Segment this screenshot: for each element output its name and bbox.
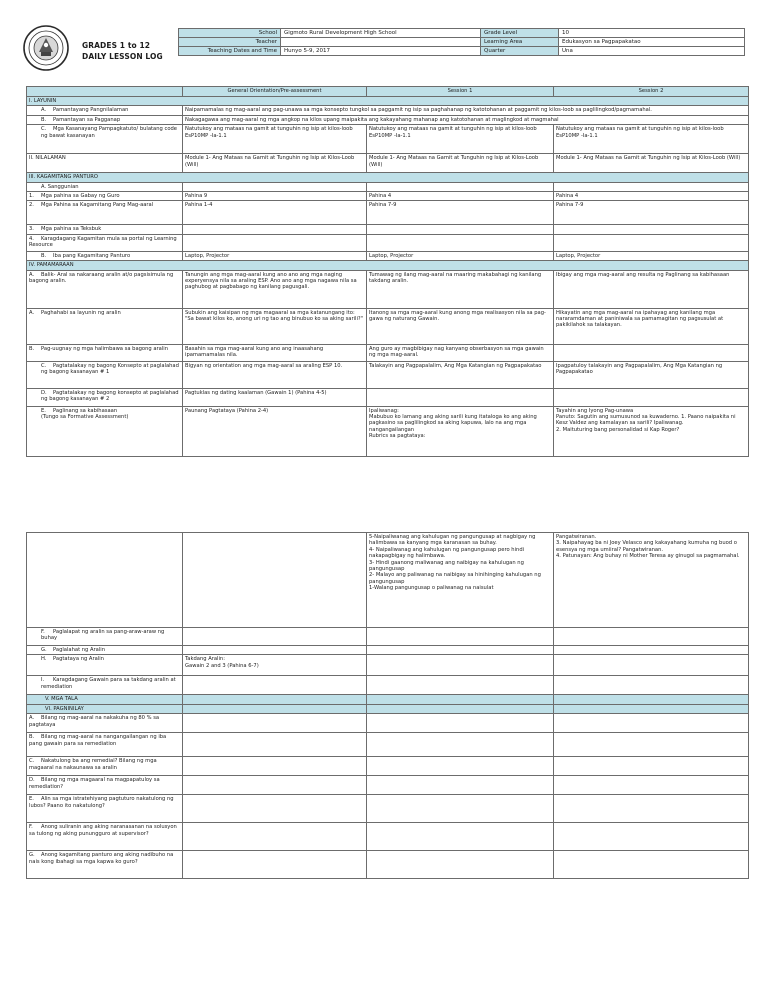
row-label-pag-uugnay xyxy=(27,344,183,361)
row-text: Bilang ng mag-aaral na nakakuha ng 80 % sa pagtataya xyxy=(29,715,160,728)
mag-aaral-pahina-2: Pahina 7-9 xyxy=(367,201,554,225)
empty-cell xyxy=(367,388,554,406)
konsepto-1-b: Talakayin ang Pagpapalalim, Ang Mga Katangian ng Pagpapakatao xyxy=(367,361,554,388)
teacher-value xyxy=(281,38,481,47)
empty-cell xyxy=(367,823,554,851)
empty-cell xyxy=(367,851,554,879)
rubrics-continued: 5-Naipaliwanag ang kahulugan ng pangungusap at nagbigay ng halimbawa sa kanyang mga karanasan sa buhay. 4- Naipaliwanag ang kahulugan ng pangungusap pero hindi nakapagbigay ng halimbawa. 3- Hindi gaanong maliwanag ang naibigay na kahulugan ng pangungusap 2- Malayo ang paliwanag na naibigay sa hinihinging kahulugan ng pangungusap 1-Walang pangungusap o paliwanag na naisulat xyxy=(367,533,554,628)
row-number: 4. xyxy=(29,235,34,242)
kagamitan-3: Laptop, Projector xyxy=(554,251,749,260)
grade-label: Grade Level xyxy=(481,29,559,38)
section-pamamaraan: IV. PAMAMARAAN xyxy=(27,261,749,270)
kasanayan-text-2: Natutukoy ang mataas na gamit at tunguhin ng isip at kilos-loob EsP10MP -Ia-1.1 xyxy=(367,125,554,154)
row-text: Pagtatalakay ng bagong konsepto at paglalahad ng bagong kasanayan # 2 xyxy=(41,389,179,403)
row-label-istratehiya xyxy=(27,795,183,823)
row-letter: A. xyxy=(29,309,35,316)
empty-cell xyxy=(554,823,749,851)
row-letter: A. xyxy=(29,715,35,722)
row-label-paglalapat xyxy=(27,628,183,646)
balik-aral-1: Tanungin ang mga mag-aaral kung ano ano ang mga naging experyensya nila sa araling ESP. Ano ano ang mga nagawa nila sa paghubog at pagbabago ng kanilang pagusgali. xyxy=(183,270,367,308)
quarter-value: Una xyxy=(559,47,745,56)
row-text: Anong kagamitang panturo ang aking nadibuho na nais kong ibahagi sa mga kapwa ko guro? xyxy=(29,852,174,865)
row-letter: A. xyxy=(29,271,35,278)
row-letter: E. xyxy=(29,796,34,803)
row-letter: A. xyxy=(41,107,47,114)
row-letter: E. xyxy=(41,407,46,414)
empty-cell xyxy=(554,676,749,695)
row-text: Balik- Aral sa nakaraang aralin at/o pagsisimula ng bagong aralin. xyxy=(29,271,174,285)
row-letter: B. xyxy=(29,734,35,741)
col-header-orientation: General Orientation/Pre-assessment xyxy=(183,87,367,97)
mag-aaral-pahina-1: Pahina 1-4 xyxy=(183,201,367,225)
empty-cell xyxy=(554,714,749,733)
section-kagamitang-panturo: III. KAGAMITANG PANTURO xyxy=(27,173,749,182)
row-text: Mga Kasanayang Pampagkatuto/ bulatang code ng bawat kasanayan xyxy=(41,126,177,139)
row-label-pamantayan-sa-pagganap xyxy=(27,115,183,124)
row-letter: D. xyxy=(41,389,47,396)
row-text: Mga Pahina sa Kagamitang Pang Mag-aaral xyxy=(41,202,154,209)
row-letter: I. xyxy=(41,677,45,684)
nilalaman-text-3: Module 1- Ang Mataas na Gamit at Tunguhin ng Isip at Kilos-Loob (Will) xyxy=(554,154,749,173)
row-label-bilang-80 xyxy=(27,714,183,733)
section-pagninilay: VI. PAGNINILAY xyxy=(27,704,183,713)
empty-cell xyxy=(367,776,554,795)
row-letter: C. xyxy=(29,758,35,765)
row-letter: B. xyxy=(41,252,47,259)
row-text: Bilang ng mag-aaral na nangangailangan ng iba pang gawain para sa remediation xyxy=(29,734,167,747)
form-title-line1: GRADES 1 to 12 xyxy=(82,41,151,50)
col-header-session1: Session 1 xyxy=(367,87,554,97)
pamantayan-sa-pagganap-text: Nakagagawa ang mag-aaral ng mga angkop na kilos upang maipakita ang kakayahang mahanap ang katotohanan at maglingkod at magmahal xyxy=(183,115,749,124)
row-letter: B. xyxy=(41,116,47,123)
row-number: 1. xyxy=(29,193,34,200)
row-label-paglinang xyxy=(27,406,183,456)
dates-value: Hunyo 5-9, 2017 xyxy=(281,47,481,56)
row-number: 2. xyxy=(29,202,34,209)
empty-cell xyxy=(554,234,749,251)
row-label-balik-aral xyxy=(27,270,183,308)
row-label-iba-pang-kagamitan xyxy=(27,251,183,260)
mag-aaral-pahina-3: Pahina 7-9 xyxy=(554,201,749,225)
empty-cell xyxy=(554,388,749,406)
section-nilalaman: II. NILALAMAN xyxy=(27,154,183,173)
empty-cell xyxy=(554,851,749,879)
school-label: School xyxy=(179,29,281,38)
paglinang-3: Tayahin ang Iyong Pag-unawa Panuto: Sagutin ang sumusunod sa kuwaderno. 1. Paano naipakita ni Kesz Valdez ang kamalayan sa sarili? Ipaliwanag. 2. Maituturing bang personalidad si Kap Roger? xyxy=(554,406,749,456)
row-label-teksbuk xyxy=(27,225,183,234)
empty-cell xyxy=(367,733,554,757)
row-label-remediation xyxy=(27,733,183,757)
empty-cell xyxy=(367,628,554,646)
deped-seal-logo xyxy=(22,24,70,72)
konsepto-2-a: Pagtuklas ng dating kaalaman (Gawain 1) (Pahina 4-5) xyxy=(183,388,367,406)
empty-cell xyxy=(183,234,367,251)
gabay-pahina-1: Pahina 9 xyxy=(183,192,367,201)
row-label-paghahabi xyxy=(27,308,183,344)
row-label-suliranin xyxy=(27,823,183,851)
row-text: Karagdagang Gawain para sa takdang aralin at remediation xyxy=(41,677,176,690)
row-label-kagamitang-mag-aaral xyxy=(27,201,183,225)
teacher-label: Teacher xyxy=(179,38,281,47)
empty-cell xyxy=(183,704,367,713)
lesson-table-bottom xyxy=(26,532,749,879)
empty-cell xyxy=(367,714,554,733)
tayahin-continued: Pangatwiranan. 3. Naipahayag ba ni Joey Velasco ang kakayahang kumuha ng buod o esensya ng mga umiiral? Pangatwiranan. 4. Patunayan: Ang buhay ni Mother Teresa ay ginugol sa pagmamahal. xyxy=(554,533,749,628)
quarter-label: Quarter xyxy=(481,47,559,56)
pag-uugnay-1: Basahin sa mga mag-aaral kung ano ang inaasahang ipamamamalas nila. xyxy=(183,344,367,361)
section-mga-tala: V. MGA TALA xyxy=(27,695,183,704)
empty-cell xyxy=(367,695,554,704)
empty-cell xyxy=(183,695,367,704)
nilalaman-text-1: Module 1- Ang Mataas na Gamit at Tunguhin ng Isip at Kilos-Loob (Will) xyxy=(183,154,367,173)
row-label-pagtataya xyxy=(27,655,183,676)
gabay-pahina-3: Pahina 4 xyxy=(554,192,749,201)
empty-cell xyxy=(183,776,367,795)
paghahabi-3: Hikayatin ang mga mag-aaral na ipahayag ang kanilang mga nararamdaman at paniniwala sa pamamagitan ng pagsusulat at pakikilahok sa talakayan. xyxy=(554,308,749,344)
row-label-kasanayang-pampagkatuto xyxy=(27,125,183,154)
konsepto-1-c: Ipagpatuloy talakayin ang Pagpapalalim, Ang Mga Katangian ng Pagpapakatao xyxy=(554,361,749,388)
row-letter: B. xyxy=(29,345,35,352)
pamantayang-pangnilalaman-text: Naipamamalas ng mag-aaral ang pag-unawa sa mga konsepto tungkol sa paggamit ng isip sa paghahanap ng katotohanan at paggamit ng kilos-loob sa paglilingkod/pagmamahal. xyxy=(183,106,749,115)
empty-cell xyxy=(554,182,749,191)
nilalaman-text-2: Module 1- Ang Mataas na Gamit at Tunguhin ng Isip at Kilos-Loob (Will) xyxy=(367,154,554,173)
empty-cell xyxy=(183,182,367,191)
kagamitan-1: Laptop, Projector xyxy=(183,251,367,260)
balik-aral-3: Ibigay ang mga mag-aaral ang resulta ng Paglinang sa kabihasaan xyxy=(554,270,749,308)
empty-cell xyxy=(183,851,367,879)
row-letter: G. xyxy=(41,647,47,653)
row-letter: C. xyxy=(41,362,47,369)
row-number: 3. xyxy=(29,226,34,233)
row-text: Paglinang sa kabihasaan (Tungo sa Formative Assessment) xyxy=(41,407,129,421)
row-text: Iba pang Kagamitang Panturo xyxy=(53,252,131,259)
empty-cell xyxy=(554,695,749,704)
row-letter: F. xyxy=(41,629,45,635)
empty-cell xyxy=(554,646,749,655)
empty-cell xyxy=(554,776,749,795)
kasanayan-text-3: Natutukoy ang mataas na gamit at tunguhin ng isip at kilos-loob EsP10MP -Ia-1.1 xyxy=(554,125,749,154)
row-text: Mga pahina sa Teksbuk xyxy=(41,226,102,233)
empty-cell xyxy=(183,714,367,733)
empty-cell xyxy=(27,533,183,628)
konsepto-1-a: Bigyan ng orientation ang mga mag-aaral sa araling ESP 10. xyxy=(183,361,367,388)
empty-cell xyxy=(554,795,749,823)
kagamitan-2: Laptop, Projector xyxy=(367,251,554,260)
empty-cell xyxy=(183,628,367,646)
empty-cell xyxy=(367,676,554,695)
row-text: Mga pahina sa Gabay ng Guro xyxy=(41,193,120,200)
row-label-learning-resource xyxy=(27,234,183,251)
empty-cell xyxy=(367,646,554,655)
row-label-paglalahat xyxy=(27,646,183,655)
row-label-nakatulong-remedial xyxy=(27,757,183,776)
dates-label: Teaching Dates and Time xyxy=(179,47,281,56)
row-label-magpapatuloy xyxy=(27,776,183,795)
empty-cell xyxy=(367,795,554,823)
empty-cell xyxy=(367,234,554,251)
row-text: Paghahabi sa layunin ng aralin xyxy=(41,309,121,316)
row-label-karagdagang-gawain xyxy=(27,676,183,695)
row-text: Pagtataya ng Aralin xyxy=(53,656,104,663)
row-label-pamantayang-pangnilalaman xyxy=(27,106,183,115)
empty-cell xyxy=(367,182,554,191)
paglinang-1: Paunang Pagtataya (Pahina 2-4) xyxy=(183,406,367,456)
paghahabi-2: Itanong sa mga mag-aaral kung anong mga realisasyon nila sa pag-gawa ng naturang Gawain. xyxy=(367,308,554,344)
row-letter: C. xyxy=(41,126,47,133)
row-text: Pamantayan sa Pagganap xyxy=(53,116,121,123)
empty-cell xyxy=(367,225,554,234)
form-title-line2: DAILY LESSON LOG xyxy=(82,52,163,61)
grade-value: 10 xyxy=(559,29,745,38)
empty-cell xyxy=(183,823,367,851)
empty-cell xyxy=(183,533,367,628)
balik-aral-2: Tumawag ng ilang mag-aaral na maaring makabahagi ng kanilang takdang aralin. xyxy=(367,270,554,308)
empty-cell xyxy=(367,704,554,713)
form-title xyxy=(82,40,163,62)
row-text: Alin sa mga istratehiyang pagtuturo nakatulong ng lubos? Paano ito nakatulong? xyxy=(29,796,174,809)
row-label-konsepto-2 xyxy=(27,388,183,406)
empty-cell xyxy=(554,655,749,676)
empty-cell xyxy=(183,225,367,234)
row-text: Paglalahat ng Aralin xyxy=(53,647,106,653)
row-text: Pagtatalakay ng bagong Konsepto at paglalahad ng bagong kasanayan # 1 xyxy=(41,362,179,376)
empty-cell xyxy=(554,344,749,361)
area-value: Edukasyon sa Pagpapakatao xyxy=(559,38,745,47)
paghahabi-1: Subukin ang kaisipan ng mga magaaral sa mga katanungang ito: "Sa bawat kilos ko, anong uri ng tao ang binubuo ko sa aking sarili?" xyxy=(183,308,367,344)
takdang-aralin: Takdang Aralin: Gawain 2 and 3 (Pahina 6-7) xyxy=(183,655,367,676)
section-layunin: I. LAYUNIN xyxy=(27,97,749,106)
empty-cell xyxy=(554,628,749,646)
empty-cell xyxy=(554,733,749,757)
header-info-table xyxy=(178,28,745,56)
row-label-kagamitang-panturo-nadibuho xyxy=(27,851,183,879)
row-text: Bilang ng mga magaaral na magpapatuloy sa remediation? xyxy=(29,777,160,790)
empty-cell xyxy=(554,704,749,713)
empty-cell xyxy=(554,225,749,234)
subsection-sanggunian: A. Sanggunian xyxy=(27,182,183,191)
row-letter: D. xyxy=(29,777,35,784)
pag-uugnay-2: Ang guro ay magbibigay nag kanyang obserbasyon sa mga gawain ng mga mag-aaral. xyxy=(367,344,554,361)
row-letter: G. xyxy=(29,852,35,859)
empty-cell xyxy=(183,733,367,757)
empty-cell xyxy=(367,655,554,676)
paglinang-2: Ipaliwanag: Mabubuo ko lamang ang aking sarili kung itataloga ko ang aking pagkasino sa paglilingkod sa aking kapuwa, lalo na ang mga nangangailangan Rubrics sa pagtataya: xyxy=(367,406,554,456)
area-label: Learning Area xyxy=(481,38,559,47)
col-blank-header xyxy=(27,87,183,97)
row-text: Anong suliranin ang aking naranasanan na solusyon sa tulong ng aking punungguro at supervisor? xyxy=(29,824,177,837)
row-text: Pag-uugnay ng mga halimbawa sa bagong aralin xyxy=(41,345,168,352)
row-label-gabay-ng-guro xyxy=(27,192,183,201)
row-text: Nakatulong ba ang remedial? Bilang ng mga magaaral na nakaunawa sa aralin xyxy=(29,758,157,771)
col-header-session2: Session 2 xyxy=(554,87,749,97)
row-label-konsepto-1 xyxy=(27,361,183,388)
empty-cell xyxy=(183,757,367,776)
lesson-table-top xyxy=(26,86,749,457)
row-text: Karagdagang Kagamitan mula sa portal ng Learning Resource xyxy=(29,235,177,249)
empty-cell xyxy=(183,676,367,695)
empty-cell xyxy=(367,757,554,776)
school-value: Gigmoto Rural Development High School xyxy=(281,29,481,38)
empty-cell xyxy=(183,646,367,655)
empty-cell xyxy=(554,757,749,776)
row-letter: H. xyxy=(41,656,47,663)
row-letter: F. xyxy=(29,824,33,831)
kasanayan-text-1: Natutukoy ang mataas na gamit at tunguhin ng isip at kilos-loob EsP10MP -Ia-1.1 xyxy=(183,125,367,154)
row-text: Paglalapat ng aralin sa pang-araw-araw ng buhay xyxy=(41,629,165,642)
row-text: Pamantayang Pangnilalaman xyxy=(53,107,129,114)
gabay-pahina-2: Pahina 4 xyxy=(367,192,554,201)
empty-cell xyxy=(183,795,367,823)
